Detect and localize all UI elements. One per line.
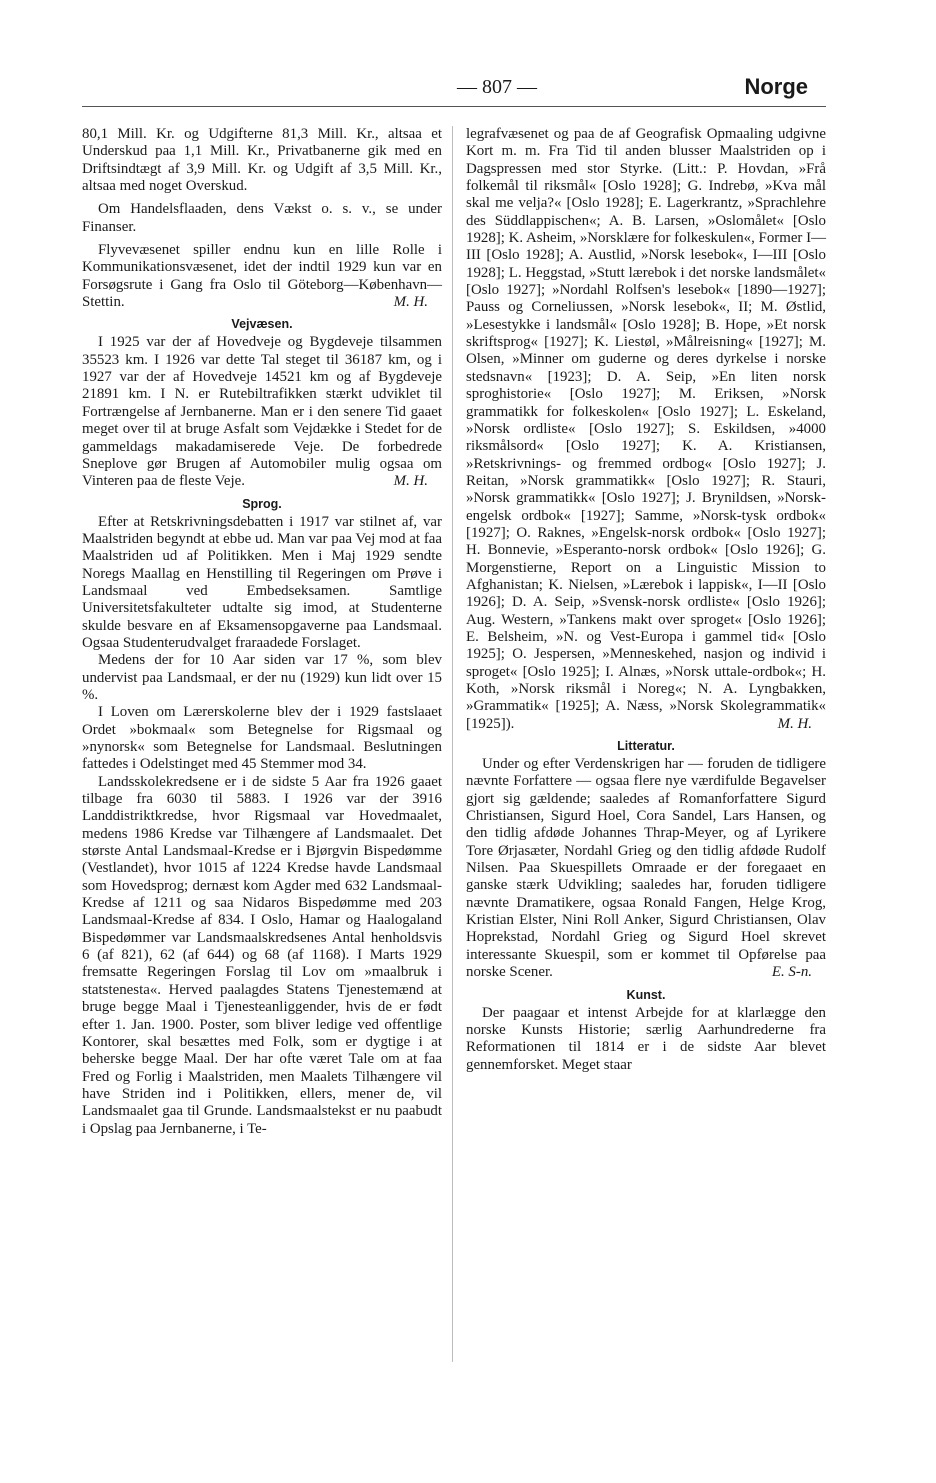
paragraph-art: Der paagaar et intenst Arbejde for at klarlægge den norske Kunsts Historie; særlig Aarhundrederne fra Reformationen til 1814 er i de sidste Aar blevet gennemforsket. Meget staar	[466, 1004, 826, 1073]
paragraph-language-2: Medens der for 10 Aar siden var 17 %, som blev undervist paa Landsmaal, er der nu (1929) kun lidt over 15 %.	[82, 652, 442, 703]
author-signature: M. H.	[393, 294, 428, 311]
right-column	[466, 126, 826, 1074]
section-heading-art: Kunst.	[626, 987, 666, 1002]
author-signature: M. H.	[777, 715, 812, 732]
section-heading-literature: Litteratur.	[617, 739, 675, 754]
page-header	[82, 70, 826, 107]
paragraph-language-3: I Loven om Lærerskolerne blev der i 1929 fastslaaet Ordet »bokmaal« som Betegnelse for Rigsmaal og »nynorsk« som Betegnelse for Landsmaal. Beslutningen fattedes i Odelstinget med 45 Stemmer mod 34.	[82, 704, 442, 773]
section-heading-language: Sprog.	[242, 496, 282, 511]
literature-text: Under og efter Verdenskrigen har — foruden de tidligere nævnte Forfattere — ogsaa flere nye værdifulde Begavelser gjort sig gældende; saaledes af Romanforfattere Sigurd Christiansen, Sigurd Hoel, Cora Sandel, Lars Hansen, og den tidlig afdøde Johannes Thrap-Meyer, og af Lyrikere Tore Ørjasæter, Nordahl Grieg og den tidlig afdøde Rudolf Nilsen. Paa Skuespillets Omraade er der foregaaet en ganske stærk Udvikling; saaledes har, foruden tidligere nævnte Dramatikere, ogsaa Ronald Fangen, Helge Krog, Kristian Elster, Nini Roll Anker, Sigurd Christiansen, Olav Hoprekstad, Nordahl Grieg og Sigurd Hoel skrevet interessante Skuespil, som er kommet til Opførelse paa norske Scener.	[466, 756, 826, 981]
running-title: Norge	[744, 74, 808, 99]
paragraph-roads	[82, 334, 442, 490]
paragraph-merchant-fleet: Om Handelsflaaden, dens Vækst o. s. v., se under Finanser.	[82, 201, 442, 235]
section-heading-roads: Vejvæsen.	[231, 317, 293, 332]
paragraph-language-1: Efter at Retskrivningsdebatten i 1917 var stilnet af, var Maalstriden begyndt at ebbe ud. Man var paa Vej mod at faa Maalstriden ud af Politikken. Men i Maj 1929 sendte Noregs Maallag en Henstilling til Regeringen om Prøve i Landsmaal ved Embedseksamen. Samtlige Universitetsfakulteter udtalte sig imod, at Studenterne skulde besvare en af Eksamensopgaverne paa Landsmaal. Ogsaa Studenterudvalget fraraadede Forslaget.	[82, 513, 442, 651]
author-signature: E. S-n.	[771, 964, 812, 981]
aviation-text: Flyvevæsenet spiller endnu kun en lille Rolle i Kommunikationsvæsenet, idet der indtil 1929 kun var en Forsøgsrute i Gang fra Oslo til Göteborg—København—Stettin.	[82, 242, 442, 311]
column-divider	[452, 126, 453, 1362]
paragraph-language-4: Landsskolekredsene er i de sidste 5 Aar fra 1926 gaaet tilbage fra 6030 til 5883. I 1926 var der 3916 Landdistriktkredse, hvor Rigsmaal var Hovedmaalet, medens 1986 Kredse var Tilhængere af Landsmaalet. Det største Antal Landsmaal-Kredse er i Bjørgvin Bispedømme (Vestlandet), hvor 1015 af 1224 Kredse havde Landsmaal som Hovedsprog; dernæst kom Agder med 632 Landsmaal-Kredse af 1211 og saa Nidaros Bispedømme med 203 Landsmaal-Kredse af 834. I Oslo, Hamar og Haalogaland Bispedømmer var Landsmaalskredsenes Antal henholdsvis 6 (af 821), 62 (af 644) og 68 (af 1168). I Marts 1929 fremsatte Regeringen Forslag til Lov om »maalbruk i statstenesta«. Herved paalagdes Statens Tjenestemænd at bruge begge Maal i Tjenesteanliggender, hvis de er født efter 1. Jan. 1900. Poster, som bliver ledige ved offentlige Kontorer, skal besættes med Folk, som er dygtige i at beherske begge Maal. Der har ofte været Tale om at faa Fred og Forlig i Maalstriden, men Maalets Tilhængere vil have Striden ind i Politikken, ellers, mener de, vil Landsmaalet gaa til Grunde. Landsmaalstekst er nu paabudt i Opslag paa Jernbanerne, i Te-	[82, 773, 442, 1137]
roads-text: I 1925 var der af Hovedveje og Bygdeveje tilsammen 35523 km. I 1926 var dette Tal steget til 36187 km, og i 1927 var der af Hovedveje 14521 km og af Bygdeveje 21891 km. I N. er Rutebiltrafikken stærkt udviklet til Fortrængelse af Jernbanerne. Man er i den senere Tid gaaet meget over til at bruge Asfalt som Vejdække i Stedet for de gammeldags makadamiserede Veje. De forbedrede Sneplove gør Brugen af Automobiler mulig ogsaa om Vinteren paa de fleste Veje.	[82, 334, 442, 490]
left-column	[82, 126, 442, 1138]
bibliography-text: legrafvæsenet og paa de af Geografisk Opmaaling udgivne Kort m. m. Fra Tid til anden blusser Maalstriden op i Dagspressen med stor Styrke. (Litt.: P. Hovdan, »Frå folkemål til riksmål« [Oslo 1928]; G. Indrebø, »Kva mål skal me velja?« [Oslo 1928]; E. Lagerkrantz, »Sprachlehre des Süddlappischen«; A. B. Larsen, »Oslomålet« [Oslo 1928]; K. Asheim, »Norsklære for folkeskulen«, Former I—III [Oslo 1928]; A. Austlid, »Norsk lesebok«, I—III [Oslo 1928]; L. Heggstad, »Stutt lærebok i det norske landsmålet« [Oslo 1927]; »Nordahl Rolfsen's lesebok« [1890—1927]; Pauss og Corneliussen, »Norsk lesebok«, II; M. Østlid, »Lesestykke i landsmål« [Oslo 1928]; B. Hope, »Et norsk skriftsprog« [1927]; K. Liestøl, »Målreisning« [1927]; M. Olsen, »Minner om guderne og deres dyrkelse i norske stedsnavn« [1923]; D. A. Seip, »En liten norsk sproghistorie« [Oslo 1927]; M. Eriksen, »Norsk grammatikk for folkeskolen« [Oslo 1927]; L. Eskeland, »Norsk ordliste« [Oslo 1927]; S. Eskildsen, »4000 riksmålsord« [Oslo 1927]; K. A. Kristiansen, »Retskrivnings- og fremmed ordbog« [Oslo 1927]; J. Reitan, »Norsk grammatikk« [Oslo 1927]; R. Stauri, »Norsk grammatikk« [Oslo 1927]; J. Brynildsen, »Norsk-engelsk ordbok« [1927]; Samme, »Norsk-tysk ordbok« [1927]; O. Raknes, »Engelsk-norsk ordbok« [Oslo 1927]; H. Bonnevie, »Esperanto-norsk ordbok« [Oslo 1926]; G. Morgenstierne, Report on a Linguistic Mission to Afghanistan; K. Nielsen, »Lærebok i lappisk«, I—II [Oslo 1926]; D. A. Seip, »Svensk-norsk ordliste« [Oslo 1926]; Aug. Western, »Tankens makt over sproget« [Oslo 1926]; E. Belsheim, »N. og Vest-Europa i gammel tid« [Oslo 1925]; O. Jespersen, »Menneskehed, nasjon og individ i sproget« [Oslo 1925]; I. Alnæs, »Norsk uttale-ordbok«; H. Koth, »Norsk riksmål i Noreg«; N. A. Lyngbakken, »Grammatik« [1925]; A. Næss, »Norsk Skolegrammatik« [1925]).	[466, 126, 826, 732]
paragraph-literature	[466, 756, 826, 981]
page-number: — 807 —	[457, 76, 537, 98]
paragraph-railway-finances: 80,1 Mill. Kr. og Udgifterne 81,3 Mill. Kr., altsaa et Underskud paa 1,1 Mill. Kr., Privatbanerne gik med en Driftsindtægt af 3,9 Mill. Kr. og Udgift af 3,5 Mill. Kr., altsaa med noget Overskud.	[82, 126, 442, 195]
author-signature: M. H.	[393, 473, 428, 490]
paragraph-language-bibliography	[466, 126, 826, 733]
paragraph-aviation	[82, 242, 442, 311]
